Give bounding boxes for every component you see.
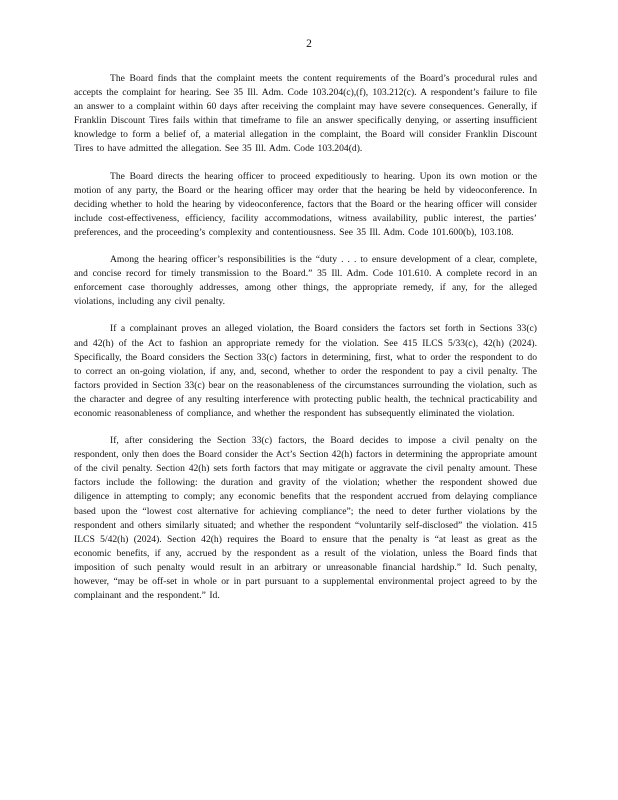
document-body (74, 72, 537, 616)
paragraph-hearing-directive: The Board directs the hearing officer to proceed expeditiously to hearing. Upon its own motion or the motion of any party, the Board or the hearing officer may order that the hearing be held by videoconference. In deciding whether to hold the hearing by videoconference, factors that the Board or the hearing officer will consider include cost-effectiveness, efficiency, facility accommodations, witness availability, public interest, the parties’ preferences, and the proceeding’s complexity and contentiousness. See 35 Ill. Adm. Code 101.600(b), 103.108. (74, 170, 537, 238)
paragraph-section-33c-factors: If a complainant proves an alleged violation, the Board considers the factors set forth in Sections 33(c) and 42(h) of the Act to fashion an appropriate remedy for the violation. See 415 ILCS 5/33(c), 42(h) (2024). Specifically, the Board considers the Section 33(c) factors in determining, first, what to order the respondent to do to correct an on-going violation, if any, and, second, whether to order the respondent to pay a civil penalty. The factors provided in Section 33(c) bear on the reasonableness of the circumstances surrounding the violation, such as the character and degree of any resulting interference with protecting public health, the technical practicability and economic reasonableness of compliance, and whether the respondent has subsequently eliminated the violation. (74, 323, 537, 419)
paragraph-complaint-acceptance: The Board finds that the complaint meets the content requirements of the Board’s procedural rules and accepts the complaint for hearing. See 35 Ill. Adm. Code 103.204(c),(f), 103.212(c). A respondent’s failure to file an answer to a complaint within 60 days after receiving the complaint may have severe consequences. Generally, if Franklin Discount Tires fails within that timeframe to file an answer specifically denying, or asserting insufficient knowledge to form a belief of, a material allegation in the complaint, the Board will consider Franklin Discount Tires to have admitted the allegation. See 35 Ill. Adm. Code 103.204(d). (74, 73, 537, 155)
page-number: 2 (306, 38, 312, 50)
paragraph-hearing-officer-duties: Among the hearing officer’s responsibilities is the “duty . . . to ensure development of a clear, complete, and concise record for timely transmission to the Board.” 35 Ill. Adm. Code 101.610. A complete record in an enforcement case thoroughly addresses, among other things, the appropriate remedy, if any, for the alleged violations, including any civil penalty. (74, 254, 537, 308)
paragraph-section-42h-factors: If, after considering the Section 33(c) factors, the Board decides to impose a civil penalty on the respondent, only then does the Board consider the Act’s Section 42(h) factors in determining the appropriate amount of the civil penalty. Section 42(h) sets forth factors that may mitigate or aggravate the civil penalty amount. These factors include the following: the duration and gravity of the violation; whether the respondent showed due diligence in attempting to comply; any economic benefits that the respondent accrued from delaying compliance based upon the “lowest cost alternative for achieving compliance”; the need to deter further violations by the respondent and others similarly situated; and whether the respondent “voluntarily self-disclosed” the violation. 415 ILCS 5/42(h) (2024). Section 42(h) requires the Board to ensure that the penalty is “at least as great as the economic benefits, if any, accrued by the respondent as a result of the violation, unless the Board finds that imposition of such penalty would result in an arbitrary or unreasonable financial hardship.” Id. Such penalty, however, “may be off-set in whole or in part pursuant to a supplemental environmental project agreed to by the complainant and the respondent.” Id. (74, 435, 537, 602)
